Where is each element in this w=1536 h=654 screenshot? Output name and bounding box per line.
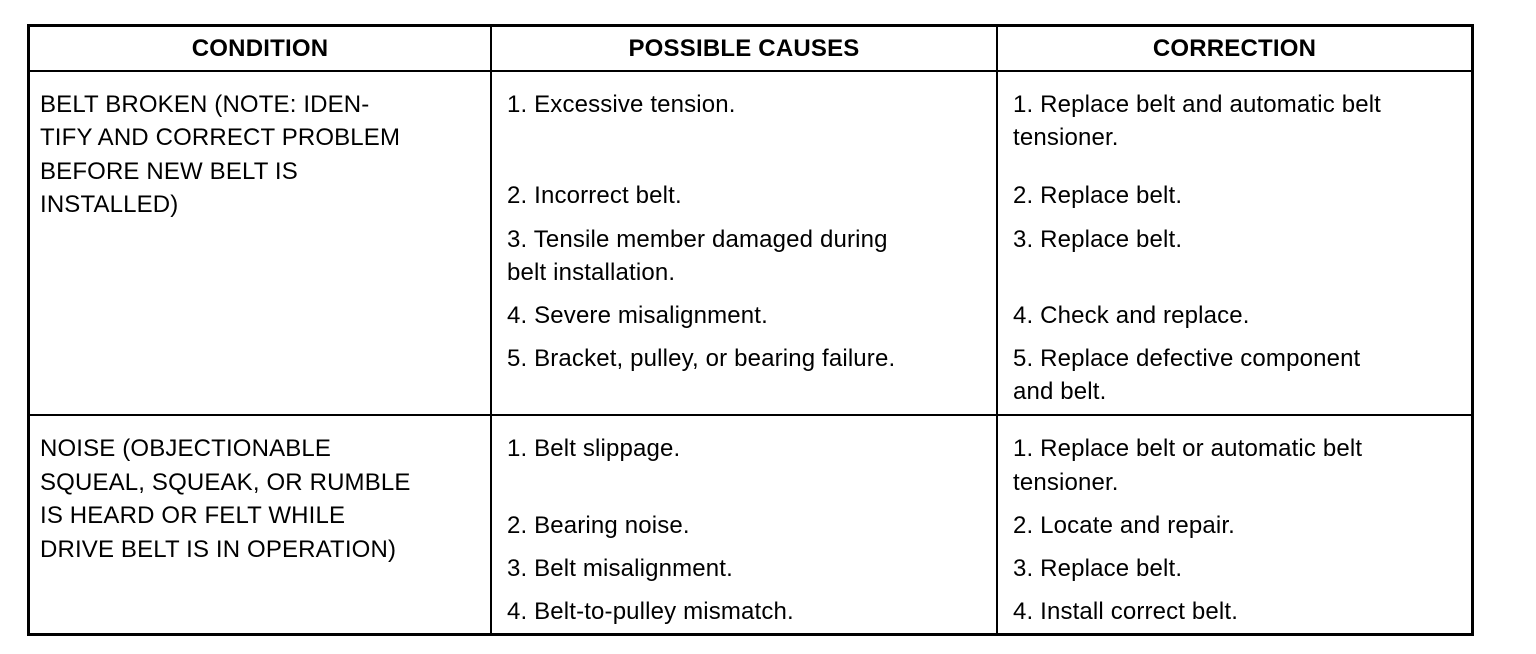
condition-line: BEFORE NEW BELT IS: [40, 158, 298, 185]
condition-line: DRIVE BELT IS IN OPERATION): [40, 536, 397, 563]
cause-line: 1. Excessive tension.: [507, 91, 736, 118]
cause-line: belt installation.: [507, 259, 676, 286]
correction-line: 1. Replace belt and automatic belt: [1013, 91, 1381, 118]
correction-line: tensioner.: [1013, 124, 1119, 151]
cause-line: 4. Severe misalignment.: [507, 302, 768, 329]
cause-line: 2. Incorrect belt.: [507, 182, 682, 209]
row-divider: [30, 414, 1471, 416]
correction-line: tensioner.: [1013, 469, 1119, 496]
correction-line: and belt.: [1013, 378, 1107, 405]
header-possible-causes: POSSIBLE CAUSES: [628, 35, 860, 62]
cause-line: 4. Belt-to-pulley mismatch.: [507, 598, 794, 625]
condition-line: TIFY AND CORRECT PROBLEM: [40, 124, 401, 151]
column-divider-2: [996, 27, 998, 633]
cause-line: 1. Belt slippage.: [507, 435, 681, 462]
condition-line: INSTALLED): [40, 191, 179, 218]
correction-line: 1. Replace belt or automatic belt: [1013, 435, 1363, 462]
condition-line: IS HEARD OR FELT WHILE: [40, 502, 346, 529]
correction-line: 2. Locate and repair.: [1013, 512, 1235, 539]
correction-line: 4. Install correct belt.: [1013, 598, 1239, 625]
cause-line: 3. Belt misalignment.: [507, 555, 733, 582]
condition-line: SQUEAL, SQUEAK, OR RUMBLE: [40, 469, 411, 496]
condition-line: BELT BROKEN (NOTE: IDEN-: [40, 91, 370, 118]
header-condition: CONDITION: [191, 35, 329, 62]
cause-line: 2. Bearing noise.: [507, 512, 690, 539]
correction-line: 5. Replace defective component: [1013, 345, 1361, 372]
correction-line: 4. Check and replace.: [1013, 302, 1250, 329]
correction-line: 3. Replace belt.: [1013, 226, 1183, 253]
column-divider-1: [490, 27, 492, 633]
condition-line: NOISE (OBJECTIONABLE: [40, 435, 332, 462]
correction-line: 3. Replace belt.: [1013, 555, 1183, 582]
correction-line: 2. Replace belt.: [1013, 182, 1183, 209]
diagnosis-table: [27, 24, 1474, 636]
cause-line: 3. Tensile member damaged during: [507, 226, 888, 253]
header-correction: CORRECTION: [1152, 35, 1317, 62]
cause-line: 5. Bracket, pulley, or bearing failure.: [507, 345, 896, 372]
